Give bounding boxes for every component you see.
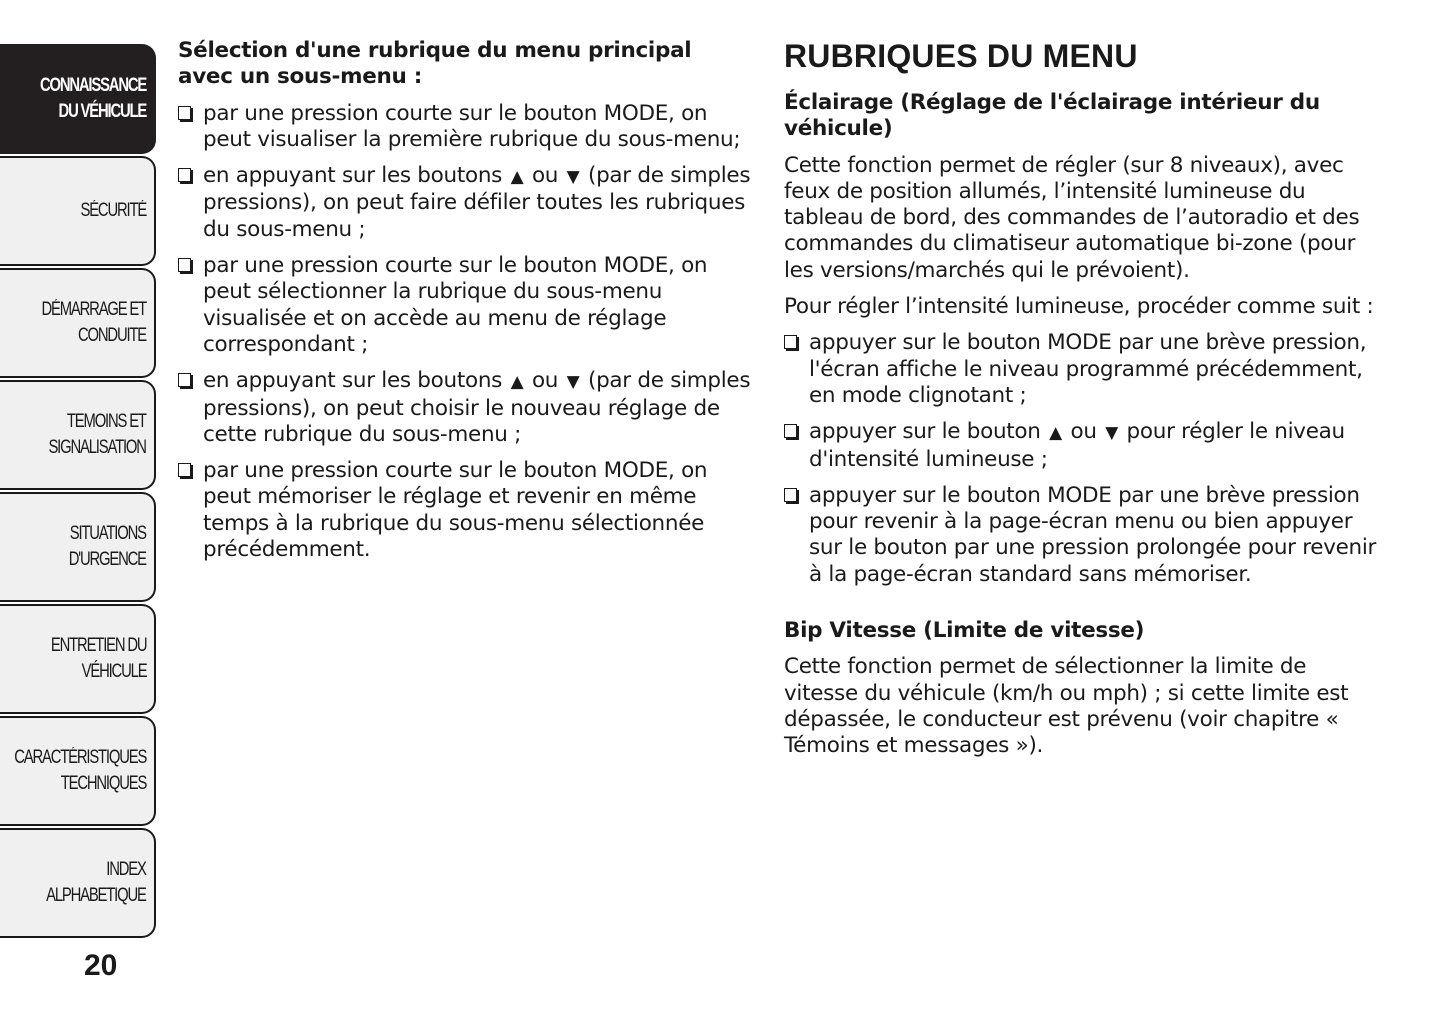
checkbox-bullet-icon <box>784 488 797 502</box>
tab-label: SITUATIONS D'URGENCE <box>68 523 146 570</box>
tab-label: DÉMARRAGE ET CONDUITE <box>41 299 146 346</box>
right-column <box>784 38 1384 770</box>
tab-index-alphabetique[interactable] <box>0 828 156 938</box>
bip-vitesse-paragraph: Cette fonction permet de sélectionner la limite de vitesse du véhicule (km/h ou mph) ; si cette limite est dépassée, le conducteur est prévenu (voir chapitre « Témoins et messages »). <box>784 654 1349 759</box>
up-arrow-icon: ▲ <box>510 167 524 188</box>
bullet-text: appuyer sur le bouton <box>809 419 1041 445</box>
bullet-text: en appuyant sur les boutons <box>203 163 503 189</box>
list-item <box>178 458 753 563</box>
list-item <box>178 368 753 448</box>
tab-label: TEMOINS ET SIGNALISATION <box>48 411 146 458</box>
eclairage-steps-list <box>784 330 1384 588</box>
checkbox-bullet-icon <box>178 168 191 182</box>
checkbox-bullet-icon <box>784 424 797 438</box>
down-arrow-icon: ▼ <box>566 372 580 393</box>
up-arrow-icon: ▲ <box>510 372 524 393</box>
checkbox-bullet-icon <box>784 335 797 349</box>
eclairage-procedure-intro: Pour régler l’intensité lumineuse, procéder comme suit : <box>784 294 1374 320</box>
section-spacer <box>784 598 1384 618</box>
bullet-text: par une pression courte sur le bouton MODE, on peut visualiser la première rubrique du sous-menu; <box>203 100 741 152</box>
list-item <box>784 330 1384 409</box>
down-arrow-icon: ▼ <box>566 167 580 188</box>
list-item <box>178 163 753 243</box>
eclairage-paragraph: Cette fonction permet de régler (sur 8 niveaux), avec feux de position allumés, l’intensité lumineuse du tableau de bord, des commandes de l’autoradio et des commandes du climatiseur automatique bi-zone (pour les versions/marchés qui le prévoient). <box>784 152 1360 283</box>
checkbox-bullet-icon <box>178 106 191 120</box>
left-column <box>178 38 753 573</box>
checkbox-bullet-icon <box>178 463 191 477</box>
bullet-text: pour régler le niveau d'intensité lumineuse ; <box>809 419 1345 472</box>
tab-label: ENTRETIEN DU VÉHICULE <box>50 635 146 682</box>
up-arrow-icon: ▲ <box>1049 423 1062 444</box>
bullet-text: par une pression courte sur le bouton MODE, on peut sélectionner la rubrique du sous-menu visualisée et on accède au menu de réglage correspondant ; <box>203 253 708 357</box>
bullet-text: par une pression courte sur le bouton MODE, on peut mémoriser le réglage et revenir en même temps à la rubrique du sous-menu sélectionnée précédemment. <box>203 458 708 563</box>
bullet-text: ou <box>531 163 559 189</box>
list-item <box>784 419 1384 473</box>
bullet-text: ou <box>1070 419 1097 445</box>
tab-label: CARACTÉRISTIQUES TECHNIQUES <box>14 747 146 794</box>
list-item <box>784 483 1384 588</box>
submenu-selection-heading: Sélection d'une rubrique du menu principal avec un sous-menu : <box>178 38 692 90</box>
bullet-text: appuyer sur le bouton MODE par une brève pression, l'écran affiche le niveau programmé précédemment, en mode clignotant ; <box>809 330 1367 408</box>
down-arrow-icon: ▼ <box>1105 423 1118 444</box>
checkbox-bullet-icon <box>178 373 191 387</box>
bullet-text: (par de simples pressions), on peut faire défiler toutes les rubriques du sous-menu ; <box>203 163 751 242</box>
checkbox-bullet-icon <box>178 258 191 272</box>
bullet-text: appuyer sur le bouton MODE par une brève pression pour revenir à la page-écran menu ou bien appuyer sur le bouton par une pression prolongée pour revenir à la page-écran standard sans mémoriser. <box>809 482 1377 587</box>
list-item <box>178 253 753 358</box>
eclairage-heading: Éclairage (Réglage de l'éclairage intérieur du véhicule) <box>784 90 1320 142</box>
page-number: 20 <box>84 949 118 982</box>
tab-label: INDEX ALPHABETIQUE <box>46 859 146 906</box>
tab-entretien-du-vehicule[interactable] <box>0 604 156 714</box>
bullet-text: ou <box>531 368 559 394</box>
tab-caracteristiques-techniques[interactable] <box>0 716 156 826</box>
bullet-text: (par de simples pressions), on peut choisir le nouveau réglage de cette rubrique du sous-menu ; <box>203 368 751 447</box>
tab-temoins-et-signalisation[interactable] <box>0 380 156 490</box>
tab-situations-d-urgence[interactable] <box>0 492 156 602</box>
tab-demarrage-et-conduite[interactable] <box>0 268 156 378</box>
tab-label: CONNAISSANCE DU VÉHICULE <box>39 75 146 122</box>
chapter-tabs <box>0 44 156 940</box>
tab-securite[interactable] <box>0 156 156 266</box>
bip-vitesse-heading: Bip Vitesse (Limite de vitesse) <box>784 618 1145 644</box>
bullet-text: en appuyant sur les boutons <box>203 368 503 394</box>
submenu-steps-list <box>178 101 753 564</box>
tab-label: SÉCURITÉ <box>80 200 146 221</box>
page-title: RUBRIQUES DU MENU <box>784 38 1138 74</box>
tab-connaissance-du-vehicule[interactable] <box>0 44 156 154</box>
list-item <box>178 101 753 154</box>
